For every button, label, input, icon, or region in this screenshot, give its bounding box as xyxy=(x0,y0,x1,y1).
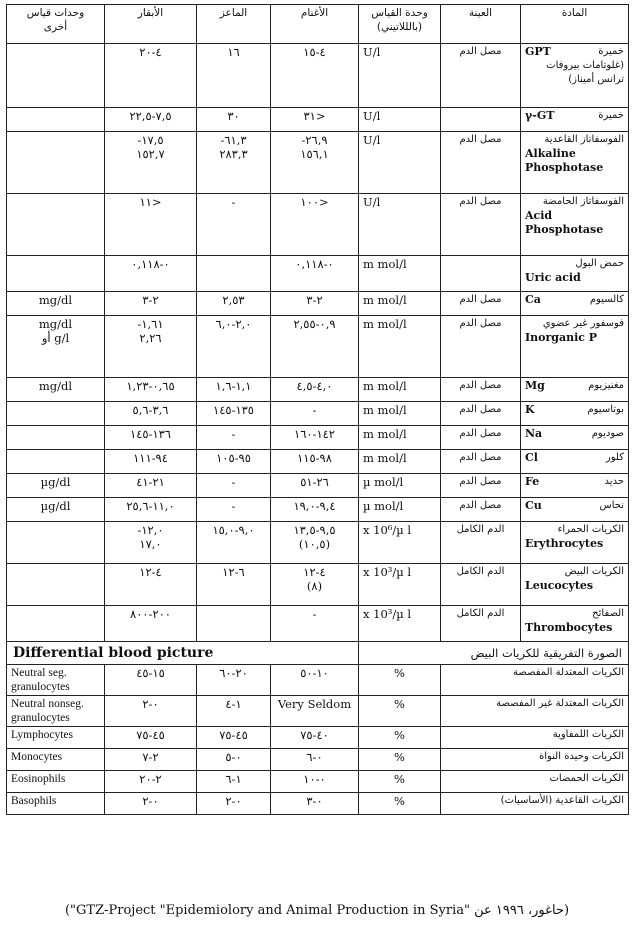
table-row xyxy=(7,498,629,522)
sheep-cell xyxy=(271,194,359,256)
sample-cell: مصل الدم xyxy=(441,132,521,194)
cattle-value: ١,٦١- xyxy=(137,317,164,331)
material-ar: نحاس xyxy=(599,500,624,511)
sheep-value: <١٠٠ xyxy=(300,195,329,209)
material-cell xyxy=(521,474,629,498)
differential-cattle-cell: ٠-٢ xyxy=(105,696,197,727)
cattle-value: ٣,٦-٥,٦ xyxy=(132,403,169,417)
other-units-cell xyxy=(7,522,105,564)
goats-value: ٩,٠-١٥,٠ xyxy=(212,523,255,537)
sample-cell: مصل الدم xyxy=(441,402,521,426)
unit-cell: U/l xyxy=(359,132,441,194)
goats-value: ١٦ xyxy=(227,45,240,59)
header-goats: الماعز xyxy=(197,5,271,44)
sheep-cell xyxy=(271,564,359,606)
other-unit-value: mg/dl xyxy=(38,293,73,307)
sheep-value: ٩٨-١١٥ xyxy=(297,451,332,465)
header-cattle: الأبقار xyxy=(105,5,197,44)
unit-cell: x 10³/µ l xyxy=(359,564,441,606)
differential-sheep-cell: ٠-٣ xyxy=(271,793,359,815)
differential-unit-cell: % xyxy=(359,696,441,727)
sheep-value-2: ١٥٦,١ xyxy=(300,147,329,161)
material-en: Fe xyxy=(525,475,540,488)
table-row xyxy=(7,256,629,292)
material-ar: صوديوم xyxy=(591,428,624,439)
table-row xyxy=(7,108,629,132)
cattle-value: ١١,٠-٢٥,٦ xyxy=(126,499,175,513)
other-units-cell xyxy=(7,44,105,108)
differential-cattle-cell: ١٥-٤٥ xyxy=(105,665,197,696)
cattle-value-2: ١٧,٠ xyxy=(139,537,162,551)
cattle-cell xyxy=(105,378,197,402)
differential-unit-cell: % xyxy=(359,665,441,696)
table-row xyxy=(7,564,629,606)
material-ar: الكريات البيض xyxy=(564,566,624,577)
goats-cell xyxy=(197,292,271,316)
unit-cell: x 10³/µ l xyxy=(359,606,441,642)
cattle-value: ٠-٠,١١٨ xyxy=(131,257,170,271)
material-cell xyxy=(521,378,629,402)
material-cell xyxy=(521,564,629,606)
differential-unit-cell: % xyxy=(359,771,441,793)
material-cell xyxy=(521,44,629,108)
differential-ar-cell: الكريات اللمفاوية xyxy=(441,727,629,749)
unit-cell: U/l xyxy=(359,194,441,256)
goats-value: ٦-١٢ xyxy=(222,565,245,579)
material-ar: خميرة xyxy=(598,110,624,121)
material-cell xyxy=(521,108,629,132)
sheep-value: ٢٦,٩- xyxy=(301,133,328,147)
cattle-cell xyxy=(105,498,197,522)
sheep-cell xyxy=(271,108,359,132)
cattle-value: ٢٠٠-٨٠٠ xyxy=(130,607,171,621)
header-unit-sub: (بالللاتيني) xyxy=(376,21,423,33)
material-ar: حمض البول xyxy=(575,258,624,269)
sheep-value-2: (١٠,٥) xyxy=(298,537,331,551)
sheep-value: ٢٦-٥١ xyxy=(300,475,329,489)
header-row xyxy=(7,5,629,44)
source-citation: (حاغور، ١٩٩٦ عن "GTZ-Project "Epidemiolory and Animal Production in Syria") xyxy=(64,903,570,918)
sheep-value: ٠-٠,١١٨ xyxy=(295,257,334,271)
differential-section-header xyxy=(7,642,629,665)
table-row xyxy=(7,402,629,426)
cattle-value: <١١ xyxy=(139,195,162,209)
sheep-cell xyxy=(271,606,359,642)
material-cell xyxy=(521,606,629,642)
differential-en-cell: Lymphocytes xyxy=(7,727,105,749)
cattle-value: ٤-٢٠ xyxy=(139,45,162,59)
sheep-value: - xyxy=(312,403,317,417)
differential-ar-cell: الكريات وحيدة النواة xyxy=(441,749,629,771)
sheep-value: ٩,٤-١٩,٠ xyxy=(293,499,336,513)
differential-unit-cell: % xyxy=(359,727,441,749)
unit-cell: m mol/l xyxy=(359,316,441,378)
material-ar-extra: (غلوتامات بيروفات ترانس أميناز) xyxy=(546,60,624,85)
material-en: Na xyxy=(525,427,543,440)
material-en: Leucocytes xyxy=(525,579,594,592)
goats-cell xyxy=(197,108,271,132)
material-en: K xyxy=(525,403,535,416)
sample-cell: مصل الدم xyxy=(441,474,521,498)
other-units-cell xyxy=(7,426,105,450)
material-ar: فوسفور غير عضوي xyxy=(542,318,624,329)
sample-cell: مصل الدم xyxy=(441,194,521,256)
material-en: Thrombocytes xyxy=(525,621,613,634)
material-cell xyxy=(521,132,629,194)
unit-cell: U/l xyxy=(359,44,441,108)
differential-sheep-cell: ٤٠-٧٥ xyxy=(271,727,359,749)
other-units-cell xyxy=(7,292,105,316)
material-en: GPT xyxy=(525,45,551,58)
unit-cell: U/l xyxy=(359,108,441,132)
table-row xyxy=(7,450,629,474)
material-cell xyxy=(521,256,629,292)
other-units-cell xyxy=(7,498,105,522)
table-row xyxy=(7,696,629,727)
sheep-cell xyxy=(271,292,359,316)
cattle-cell xyxy=(105,426,197,450)
cattle-cell xyxy=(105,402,197,426)
sheep-value: ٤-١٥ xyxy=(303,45,326,59)
goats-value: - xyxy=(231,475,236,489)
differential-goats-cell: ٠-٥ xyxy=(197,749,271,771)
sheep-cell xyxy=(271,498,359,522)
sheep-value: ١٤٢-١٦٠ xyxy=(294,427,335,441)
unit-cell: m mol/l xyxy=(359,378,441,402)
differential-cattle-cell: ٠-٢ xyxy=(105,793,197,815)
goats-value: ٢,٥٣ xyxy=(222,293,245,307)
differential-cattle-cell: ٢-٢٠ xyxy=(105,771,197,793)
goats-value: ١,١-١,٦ xyxy=(215,379,252,393)
other-units-cell xyxy=(7,564,105,606)
cattle-cell xyxy=(105,564,197,606)
differential-en-cell: Eosinophils xyxy=(7,771,105,793)
differential-ar-cell: الكريات المعتدلة المفصصة xyxy=(441,665,629,696)
cattle-value: ١٢,٠- xyxy=(137,523,164,537)
goats-cell xyxy=(197,426,271,450)
material-en: Ca xyxy=(525,293,541,306)
differential-ar-cell: الكريات الحمضات xyxy=(441,771,629,793)
other-units-cell xyxy=(7,378,105,402)
sample-cell: مصل الدم xyxy=(441,378,521,402)
other-units-cell xyxy=(7,108,105,132)
material-ar: بوتاسيوم xyxy=(587,404,624,415)
differential-en-cell: Basophils xyxy=(7,793,105,815)
material-ar: كالسيوم xyxy=(589,294,624,305)
cattle-value: ٧,٥-٢٢,٥ xyxy=(129,109,172,123)
goats-value: - xyxy=(231,499,236,513)
unit-cell: m mol/l xyxy=(359,256,441,292)
goats-value: - xyxy=(231,195,236,209)
differential-unit-cell: % xyxy=(359,749,441,771)
goats-cell xyxy=(197,316,271,378)
cattle-value: ١٣٦-١٤٥ xyxy=(130,427,171,441)
differential-cattle-cell: ٢-٧ xyxy=(105,749,197,771)
other-units-cell xyxy=(7,606,105,642)
sample-cell xyxy=(441,256,521,292)
goats-cell xyxy=(197,522,271,564)
material-en: Cu xyxy=(525,499,542,512)
differential-goats-cell: ٠-٢ xyxy=(197,793,271,815)
cattle-value: ٢١-٤١ xyxy=(136,475,165,489)
material-cell xyxy=(521,292,629,316)
other-unit-value-2: g/l أو xyxy=(41,331,70,345)
unit-cell: x 10⁶/µ l xyxy=(359,522,441,564)
material-cell xyxy=(521,498,629,522)
cattle-cell xyxy=(105,256,197,292)
material-ar: الفوسفاتاز الحامضة xyxy=(542,196,624,207)
goats-value: ٦١,٣- xyxy=(220,133,247,147)
differential-en-cell: Monocytes xyxy=(7,749,105,771)
table-row xyxy=(7,426,629,450)
goats-value: - xyxy=(231,427,236,441)
material-ar: الفوسفاتاز القاعدية xyxy=(544,134,624,145)
material-cell xyxy=(521,402,629,426)
goats-cell xyxy=(197,450,271,474)
cattle-value-2: ٢,٢٦ xyxy=(139,331,162,345)
differential-title-ar: الصورة التفريقية للكريات البيض xyxy=(359,642,629,665)
cattle-value: ٤-١٢ xyxy=(139,565,162,579)
cattle-cell xyxy=(105,522,197,564)
sample-cell: الدم الكامل xyxy=(441,564,521,606)
cattle-cell xyxy=(105,108,197,132)
sheep-value: ٩,٥-١٣,٥ xyxy=(293,523,336,537)
cattle-cell xyxy=(105,132,197,194)
cattle-cell xyxy=(105,194,197,256)
differential-cattle-cell: ٤٥-٧٥ xyxy=(105,727,197,749)
table-row xyxy=(7,132,629,194)
table-row xyxy=(7,771,629,793)
sample-cell: مصل الدم xyxy=(441,426,521,450)
sample-cell: مصل الدم xyxy=(441,498,521,522)
differential-en-cell: Neutral seg. granulocytes xyxy=(7,665,105,696)
other-units-cell xyxy=(7,402,105,426)
cattle-cell xyxy=(105,474,197,498)
material-en: γ-GT xyxy=(525,109,555,122)
other-units-cell xyxy=(7,132,105,194)
header-sample: العينة xyxy=(441,5,521,44)
differential-en-cell: Neutral nonseg. granulocytes xyxy=(7,696,105,727)
sample-cell: مصل الدم xyxy=(441,450,521,474)
sheep-cell xyxy=(271,426,359,450)
goats-value: ١٣٥-١٤٥ xyxy=(213,403,254,417)
other-unit-value: mg/dl xyxy=(38,317,73,331)
material-ar: مغنيزيوم xyxy=(588,380,624,391)
table-row xyxy=(7,727,629,749)
sheep-cell xyxy=(271,402,359,426)
other-units-cell xyxy=(7,474,105,498)
goats-cell xyxy=(197,402,271,426)
unit-cell: m mol/l xyxy=(359,450,441,474)
material-ar: حديد xyxy=(604,476,624,487)
sheep-value: ٢-٣ xyxy=(306,293,323,307)
sheep-cell xyxy=(271,316,359,378)
sheep-value: - xyxy=(312,607,317,621)
sheep-cell xyxy=(271,132,359,194)
sheep-cell xyxy=(271,256,359,292)
goats-cell xyxy=(197,606,271,642)
goats-cell xyxy=(197,256,271,292)
other-units-cell xyxy=(7,256,105,292)
differential-goats-cell: ٢٠-٦٠ xyxy=(197,665,271,696)
other-unit-value: µg/dl xyxy=(40,475,71,489)
table-row xyxy=(7,606,629,642)
table-row xyxy=(7,194,629,256)
goats-cell xyxy=(197,498,271,522)
other-units-cell xyxy=(7,316,105,378)
goats-cell xyxy=(197,132,271,194)
goats-cell xyxy=(197,44,271,108)
material-ar: كلور xyxy=(605,452,624,463)
differential-table-body xyxy=(7,642,629,815)
sample-cell: مصل الدم xyxy=(441,316,521,378)
sheep-cell xyxy=(271,522,359,564)
differential-sheep-cell: ١٠-٥٠ xyxy=(271,665,359,696)
differential-title-en: Differential blood picture xyxy=(7,642,359,665)
header-unit xyxy=(359,5,441,44)
material-en: Uric acid xyxy=(525,271,581,284)
goats-value: ٩٥-١٠٥ xyxy=(216,451,251,465)
unit-cell: m mol/l xyxy=(359,402,441,426)
table-row xyxy=(7,749,629,771)
sheep-value: ٤,٠-٤,٥ xyxy=(296,379,333,393)
goats-value: ٣٠ xyxy=(227,109,240,123)
sheep-cell xyxy=(271,44,359,108)
cattle-cell xyxy=(105,606,197,642)
unit-cell: µ mol/l xyxy=(359,474,441,498)
cattle-value: ٩٤-١١١ xyxy=(133,451,168,465)
table-row xyxy=(7,793,629,815)
unit-cell: µ mol/l xyxy=(359,498,441,522)
other-unit-value: µg/dl xyxy=(40,499,71,513)
material-cell xyxy=(521,522,629,564)
sheep-cell xyxy=(271,450,359,474)
cattle-value: ١٧,٥- xyxy=(137,133,164,147)
sheep-value: <٣١ xyxy=(303,109,326,123)
material-cell xyxy=(521,316,629,378)
differential-sheep-cell: ٠-٦ xyxy=(271,749,359,771)
header-other-units-label: وحدات قياس xyxy=(26,7,85,19)
material-en: Inorganic P xyxy=(525,331,598,344)
cattle-cell xyxy=(105,44,197,108)
differential-ar-cell: الكريات القاعدية (الأساسيات) xyxy=(441,793,629,815)
reference-values-page xyxy=(6,4,628,815)
unit-cell: m mol/l xyxy=(359,426,441,450)
goats-value: ٢,٠-٦,٠ xyxy=(215,317,252,331)
table-row xyxy=(7,474,629,498)
header-material: المادة xyxy=(521,5,629,44)
cattle-cell xyxy=(105,292,197,316)
table-row xyxy=(7,378,629,402)
sample-cell: الدم الكامل xyxy=(441,606,521,642)
cattle-value-2: ١٥٢,٧ xyxy=(136,147,165,161)
table-row xyxy=(7,522,629,564)
sample-cell xyxy=(441,108,521,132)
table-row xyxy=(7,665,629,696)
sheep-value: ٤-١٢ xyxy=(303,565,326,579)
table-row xyxy=(7,44,629,108)
goats-cell xyxy=(197,378,271,402)
reference-values-table xyxy=(6,4,629,815)
sheep-value-2: (٨) xyxy=(306,579,323,593)
other-unit-value: mg/dl xyxy=(38,379,73,393)
differential-unit-cell: % xyxy=(359,793,441,815)
goats-cell xyxy=(197,564,271,606)
material-ar: الكريات الحمراء xyxy=(557,524,624,535)
goats-cell xyxy=(197,194,271,256)
sample-cell: مصل الدم xyxy=(441,292,521,316)
header-sheep: الأغنام xyxy=(271,5,359,44)
differential-goats-cell: ١-٤ xyxy=(197,696,271,727)
differential-ar-cell: الكريات المعتدلة غير المفصصة xyxy=(441,696,629,727)
sample-cell: مصل الدم xyxy=(441,44,521,108)
header-unit-label: وحدة القياس xyxy=(371,7,428,19)
differential-sheep-cell: Very Seldom xyxy=(271,696,359,727)
material-cell xyxy=(521,450,629,474)
header-other-units-sub: أخرى xyxy=(43,21,68,33)
material-en: Alkaline Phosphotase xyxy=(525,147,604,174)
sheep-cell xyxy=(271,378,359,402)
material-cell xyxy=(521,194,629,256)
differential-sheep-cell: ٠-١٠ xyxy=(271,771,359,793)
differential-goats-cell: ١-٦ xyxy=(197,771,271,793)
other-units-cell xyxy=(7,450,105,474)
cattle-value: ٠,٦٥-١,٢٣ xyxy=(126,379,175,393)
main-table-body xyxy=(7,44,629,642)
cattle-cell xyxy=(105,316,197,378)
table-row xyxy=(7,292,629,316)
cattle-value: ٢-٣ xyxy=(142,293,159,307)
cattle-cell xyxy=(105,450,197,474)
table-row xyxy=(7,316,629,378)
sheep-value: ٠,٩-٢,٥٥ xyxy=(293,317,336,331)
material-en: Acid Phosphotase xyxy=(525,209,604,236)
material-en: Erythrocytes xyxy=(525,537,604,550)
sample-cell: الدم الكامل xyxy=(441,522,521,564)
header-other-units xyxy=(7,5,105,44)
material-ar: خميرة xyxy=(598,46,624,57)
sheep-cell xyxy=(271,474,359,498)
material-en: Mg xyxy=(525,379,545,392)
differential-goats-cell: ٤٥-٧٥ xyxy=(197,727,271,749)
material-cell xyxy=(521,426,629,450)
material-ar: الصفائح xyxy=(592,608,624,619)
goats-cell xyxy=(197,474,271,498)
goats-value-2: ٢٨٣,٣ xyxy=(219,147,248,161)
other-units-cell xyxy=(7,194,105,256)
unit-cell: m mol/l xyxy=(359,292,441,316)
material-en: Cl xyxy=(525,451,538,464)
